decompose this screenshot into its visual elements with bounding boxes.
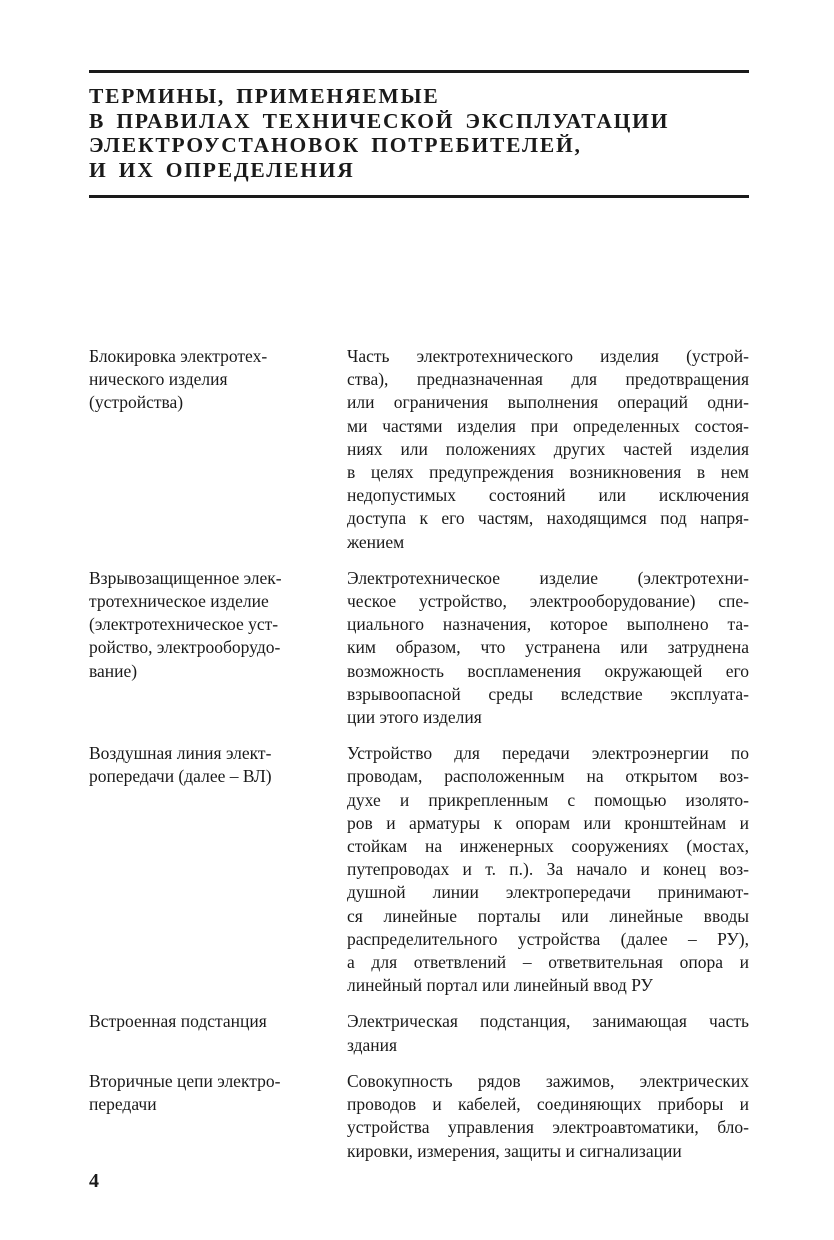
definition-line: устройства управления электроавтоматики, бло-	[347, 1117, 749, 1138]
title-line: И ИХ ОПРЕДЕЛЕНИЯ	[89, 157, 355, 182]
definition-line: жением	[347, 531, 405, 552]
definition	[347, 1070, 749, 1163]
definition-line: Электротехническое изделие (электротехни-	[347, 567, 749, 588]
definition-line: ции этого изделия	[347, 707, 482, 728]
term-entry-overhead-line	[89, 742, 749, 997]
term-line: вание)	[89, 660, 138, 681]
page-title	[89, 84, 769, 182]
definition-line: доступа к его частям, находящимся под напря-	[347, 508, 749, 529]
term-line: ропередачи (далее – ВЛ)	[89, 766, 272, 787]
definition	[347, 742, 749, 997]
definition-line: стойкам на инженерных сооружениях (мостах,	[347, 836, 749, 857]
title-line: ЭЛЕКТРОУСТАНОВОК ПОТРЕБИТЕЛЕЙ,	[89, 133, 582, 157]
definition-line: проводам, расположенным на открытом воз-	[347, 766, 749, 787]
term-line: нического изделия	[89, 369, 228, 390]
term-line: (электротехническое уст-	[89, 614, 279, 635]
definition-line: ров и арматуры к опорам или кронштейнам и	[347, 812, 749, 833]
term-line: Взрывозащищенное элек-	[89, 567, 282, 588]
definition-line: ким образом, что устранена или затруднена	[347, 637, 749, 658]
term	[89, 567, 317, 729]
definition-line: распределительного устройства (далее – РУ),	[347, 928, 749, 949]
title-bottom-rule	[89, 195, 749, 198]
definition-line: ми частями изделия при определенных состоя-	[347, 415, 749, 436]
term-line: ройство, электрооборудо-	[89, 637, 281, 658]
definition-line: линейный портал или линейный ввод РУ	[347, 975, 653, 996]
term	[89, 1070, 317, 1163]
title-top-rule	[89, 70, 749, 73]
definition-line: а для ответвлений – ответвительная опора и	[347, 952, 749, 973]
definition-line: или ограничения выполнения операций одни-	[347, 392, 749, 413]
definition-line: кировки, измерения, защиты и сигнализации	[347, 1140, 682, 1161]
definition	[347, 1010, 749, 1056]
term-line: передачи	[89, 1094, 157, 1115]
definition-line: циального назначения, которое выполнено та-	[347, 614, 749, 635]
term-line: Блокировка электротех-	[89, 346, 268, 366]
definition-line: Устройство для передачи электроэнергии по	[347, 743, 749, 764]
term-line: тротехническое изделие	[89, 591, 269, 612]
term-entry-explosion-proof	[89, 567, 749, 729]
page-number: 4	[89, 1170, 99, 1192]
definition-line: недопустимых состояний или исключения	[347, 485, 749, 506]
term	[89, 1010, 317, 1056]
term-line: (устройства)	[89, 392, 184, 413]
terms-list	[89, 345, 749, 1176]
term-line: Воздушная линия элект-	[89, 743, 272, 764]
term-entry-blocking	[89, 345, 749, 554]
definition	[347, 567, 749, 729]
title-line: В ПРАВИЛАХ ТЕХНИЧЕСКОЙ ЭКСПЛУАТАЦИИ	[89, 108, 670, 133]
definition-line: душной линии электропередачи принимают-	[347, 882, 749, 903]
term-entry-built-in-substation	[89, 1010, 749, 1056]
definition-line: ниях или положениях других частей изделия	[347, 438, 749, 459]
definition-line: Совокупность рядов зажимов, электрических	[347, 1070, 749, 1091]
term-line: Вторичные цепи электро-	[89, 1070, 281, 1091]
definition-line: путепроводах и т. п.). За начало и конец воз-	[347, 859, 749, 880]
term-line: Встроенная подстанция	[89, 1011, 267, 1032]
definition-line: духе и прикрепленным с помощью изолято-	[347, 789, 749, 810]
term	[89, 345, 317, 554]
term-entry-secondary-circuits	[89, 1070, 749, 1163]
definition-line: в целях предупреждения возникновения в нем	[347, 462, 749, 483]
definition-line: Электрическая подстанция, занимающая часть	[347, 1011, 749, 1032]
definition-line: возможность воспламенения окружающей его	[347, 660, 749, 681]
definition-line: здания	[347, 1034, 398, 1055]
definition-line: взрывоопасной среды вследствие эксплуата-	[347, 683, 749, 704]
title-line: ТЕРМИНЫ, ПРИМЕНЯЕМЫЕ	[89, 84, 440, 108]
term	[89, 742, 317, 997]
definition-line: ческое устройство, электрооборудование) спе-	[347, 591, 749, 612]
definition	[347, 345, 749, 554]
definition-line: проводов и кабелей, соединяющих приборы и	[347, 1094, 749, 1115]
definition-line: Часть электротехнического изделия (устрой-	[347, 346, 749, 366]
definition-line: ся линейные порталы или линейные вводы	[347, 905, 749, 926]
definition-line: ства), предназначенная для предотвращения	[347, 369, 749, 390]
